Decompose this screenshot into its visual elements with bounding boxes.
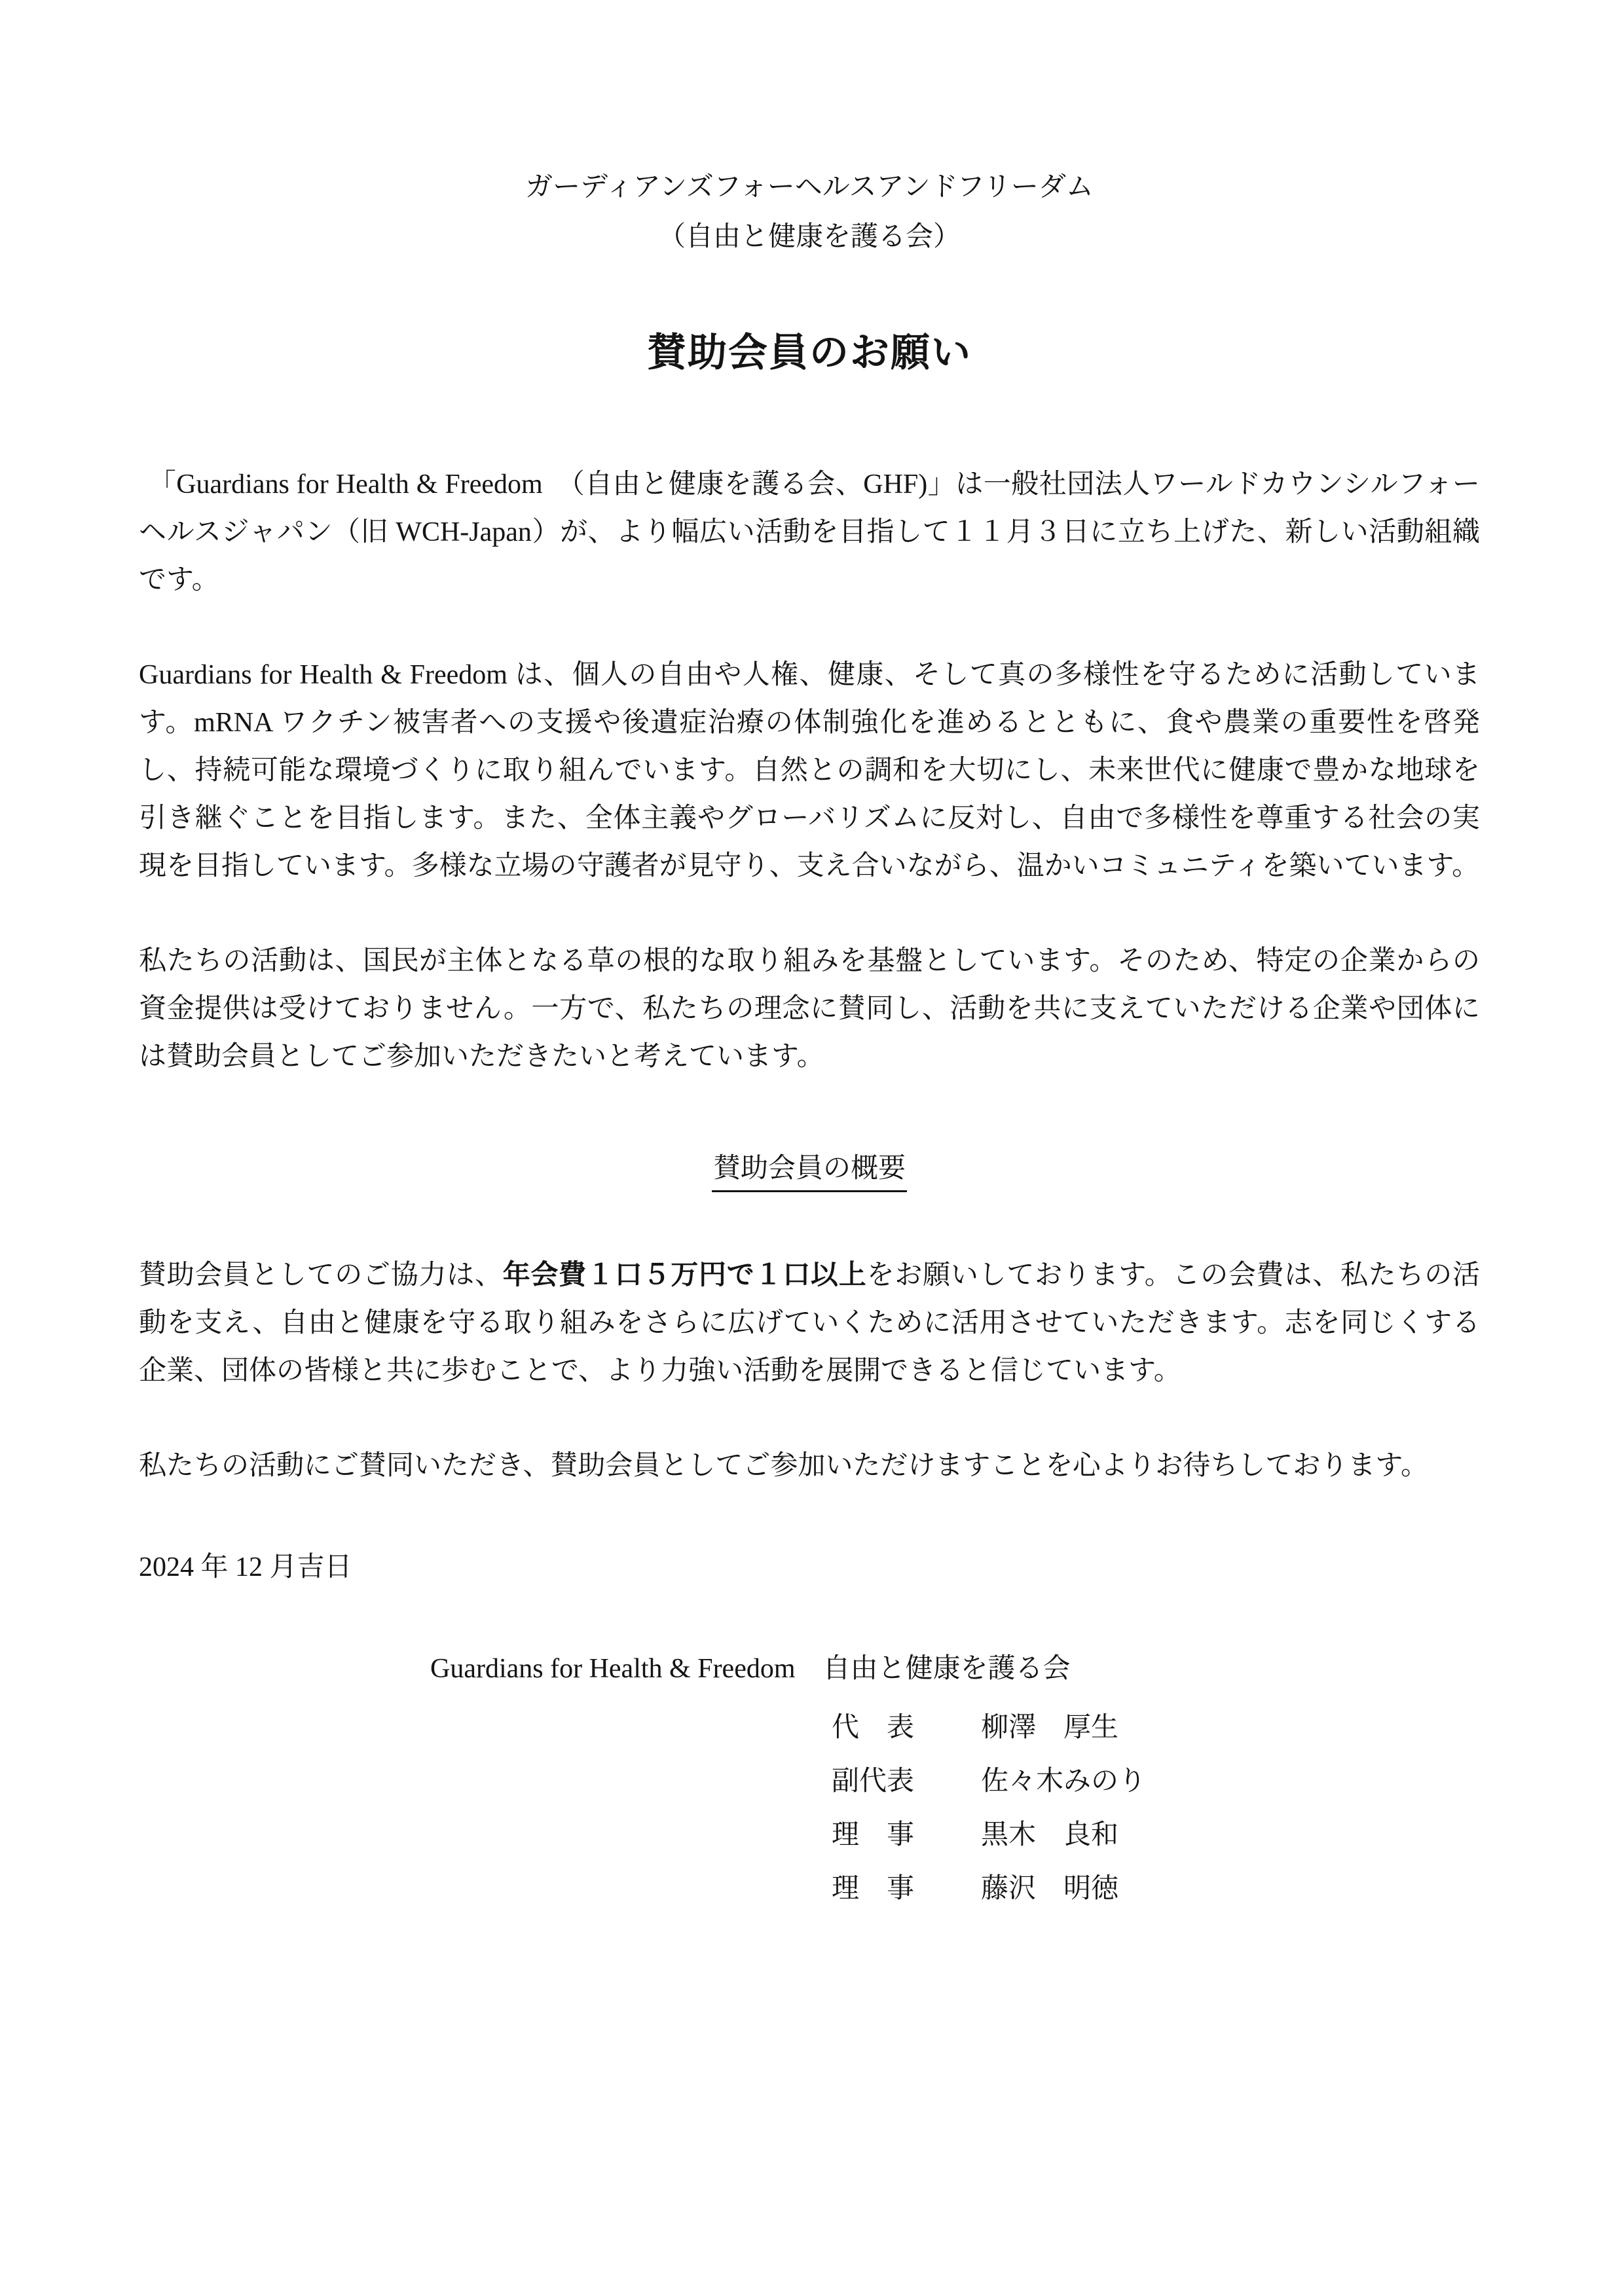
paragraph-intro: 「Guardians for Health & Freedom （自由と健康を護る会、GHF)」は一般社団法人ワールドカウンシルフォーヘルスジャパン（旧 WCH-Japan）が、より幅広い活動を目指して１１月３日に立ち上げた、新しい活動組織です。 xyxy=(139,469,1480,595)
officer-name: 柳澤 厚生 xyxy=(981,1713,1119,1743)
officer-list xyxy=(832,1701,1480,1916)
officer-name: 黒木 良和 xyxy=(981,1820,1119,1850)
officer-role: 代 表 xyxy=(832,1713,915,1743)
fee-amount-bold: 年会費１口５万円で１口以上 xyxy=(502,1260,867,1290)
officer-row xyxy=(832,1755,1480,1808)
officer-name: 藤沢 明徳 xyxy=(981,1874,1119,1904)
signature-org-line: Guardians for Health & Freedom 自由と健康を護る会 xyxy=(430,1654,1071,1684)
section-heading-overview xyxy=(139,1145,1480,1193)
org-name-paren: （自由と健康を護る会） xyxy=(657,222,961,252)
paragraph-grassroots: 私たちの活動は、国民が主体となる草の根的な取り組みを基盤としています。そのため、特定の企業からの資金提供は受けておりません。一方で、私たちの理念に賛同し、活動を共に支えていただける企業や団体には賛助会員としてご参加いただきたいと考えています。 xyxy=(139,946,1480,1072)
officer-row xyxy=(832,1862,1480,1916)
fee-text-pre: 賛助会員としてのご協力は、 xyxy=(139,1260,503,1290)
officer-role: 副代表 xyxy=(832,1766,915,1796)
fee-text-post: をお願いしております。この会費は、私たちの活動を支え、自由と健康を守る取り組みをさらに広げていくために活用させていただきます。志を同じくする企業、団体の皆様と共に歩むことで、より力強い活動を展開できると信じています。 xyxy=(139,1260,1480,1386)
document-header xyxy=(139,162,1480,262)
section-heading-text: 賛助会員の概要 xyxy=(712,1154,907,1192)
paragraph-mission: Guardians for Health & Freedom は、個人の自由や人権、健康、そして真の多様性を守るために活動しています。mRNA ワクチン被害者への支援や後遺症治療の体制強化を進めるとともに、食や農業の重要性を啓発し、持続可能な環境づくりに取り組んでいます。自然との調和を大切にし、未来世代に健康で豊かな地球を引き継ぐことを目指します。また、全体主義やグローバリズムに反対し、自由で多様性を尊重する社会の実現を目指しています。多様な立場の守護者が見守り、支え合いながら、温かいコミュニティを築いています。 xyxy=(139,660,1480,881)
officer-name: 佐々木みのり xyxy=(981,1766,1147,1796)
signature-block xyxy=(139,1645,1480,1916)
paragraph-closing: 私たちの活動にご賛同いただき、賛助会員としてご参加いただけますことを心よりお待ちしております。 xyxy=(139,1451,1428,1481)
org-name-katakana: ガーディアンズフォーヘルスアンドフリーダム xyxy=(525,172,1094,202)
officer-role: 理 事 xyxy=(832,1820,915,1850)
officer-row xyxy=(832,1808,1480,1862)
document-title: 賛助会員のお願い xyxy=(647,331,972,374)
date-line: 2024 年 12 月吉日 xyxy=(139,1552,352,1582)
officer-row xyxy=(832,1701,1480,1755)
paragraph-fee xyxy=(139,1252,1480,1395)
officer-role: 理 事 xyxy=(832,1874,915,1904)
